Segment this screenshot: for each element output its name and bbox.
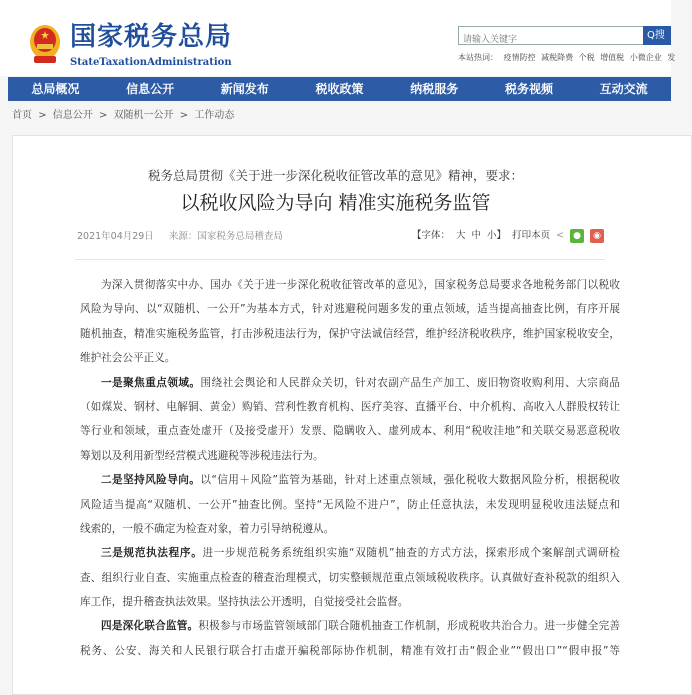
- paragraph-lead: 二是坚持风险导向。: [101, 474, 201, 487]
- font-medium-button[interactable]: 中: [471, 230, 482, 241]
- paragraph-line: [80, 423, 620, 447]
- font-large-button[interactable]: 大: [456, 230, 466, 241]
- line-text: 风险适当提高“双随机、一公开”抽查比例。坚持“无风险不进户”，防止任意执法，未发现明显税收违法疑点和: [80, 498, 620, 511]
- hot-label: 本站热词：: [458, 53, 498, 62]
- breadcrumb-item[interactable]: 工作动态: [194, 110, 235, 121]
- paragraph-line: [80, 521, 620, 545]
- line-text: 为深入贯彻落实中办、国办《关于进一步深化税收征管改革的意见》，国家税务总局要求各地税务部门以税收: [101, 279, 620, 291]
- line-text: 积极参与市场监管领域部门联合随机抽查工作机制，形成税收共治合力。进一步健全完善: [198, 620, 621, 633]
- font-size-label: 【字体：: [412, 230, 451, 241]
- paragraph-line: [80, 545, 620, 569]
- paragraph-line: [80, 350, 620, 374]
- print-button[interactable]: 打印本页: [512, 230, 551, 241]
- paragraph-line: [80, 326, 620, 350]
- paragraph-line: [80, 399, 620, 423]
- article-tools: [412, 229, 604, 243]
- search-button[interactable]: Q搜: [643, 26, 671, 45]
- paragraph-line: [80, 448, 620, 472]
- article-title: 以税收风险为导向 精准实施税务监管: [180, 192, 491, 214]
- share-icon[interactable]: <: [556, 230, 565, 241]
- logo-english: StateTaxationAdministration: [70, 57, 232, 68]
- national-emblem-icon: [28, 22, 62, 66]
- line-text: 随机抽查，精准实施税务监管，打击涉税违法行为，保护守法诚信经营，维护经济税收秩序，维护国家税收安全，: [80, 327, 620, 340]
- line-text: 税务、公安、海关和人民银行联合打击虚开骗税部际协作机制，精准有效打击“假企业”“假出口”“假申报”等: [80, 644, 620, 657]
- paragraph-lead: 四是深化联合监管。: [101, 620, 199, 633]
- line-text: 风险为导向、以“双随机、一公开”为基本方式，针对逃避税问题多发的重点领域，适当提高抽查比例，有序开展: [80, 303, 620, 316]
- hot-word[interactable]: 发: [667, 53, 676, 62]
- breadcrumb-separator: >: [179, 110, 189, 121]
- line-text: 查、组织行业自查、实施重点检查的稽查治理模式，切实整顿规范重点领域税收秩序。认真做好查补税款的组织入: [80, 571, 620, 584]
- paragraph-lead: 一是聚焦重点领域。: [101, 376, 201, 389]
- nav-item[interactable]: 总局概况: [31, 82, 80, 96]
- breadcrumb-separator: >: [38, 110, 47, 121]
- article-meta: [77, 230, 295, 244]
- nav-item[interactable]: 新闻发布: [220, 82, 269, 96]
- site-header: [0, 0, 676, 76]
- breadcrumb-item[interactable]: 双随机一公开: [113, 110, 174, 121]
- line-text: 维护社会公平正义。: [80, 352, 176, 365]
- hot-words: [458, 52, 678, 64]
- paragraph-line: [80, 643, 620, 667]
- line-text: 围绕社会舆论和人民群众关切，针对农副产品生产加工、废旧物资收购利用、大宗商品: [200, 376, 621, 389]
- hot-word[interactable]: 个税: [578, 53, 595, 62]
- search-box: [458, 26, 671, 45]
- nav-item[interactable]: 互动交流: [599, 82, 648, 96]
- hot-word[interactable]: 增值税: [600, 53, 625, 62]
- line-text: （如煤炭、钢材、电解铜、黄金）购销、营利性教育机构、医疗美容、直播平台、中介机构、高收入人群股权转让: [80, 400, 620, 413]
- article-date: 2021年04月29日: [77, 231, 154, 242]
- paragraph-line: [80, 570, 620, 594]
- breadcrumb-item[interactable]: 信息公开: [52, 110, 93, 121]
- paragraph-line: [80, 497, 620, 521]
- weibo-icon[interactable]: ◉: [590, 229, 604, 243]
- font-small-button[interactable]: 小】: [487, 230, 507, 241]
- paragraph-lead: 三是规范执法程序。: [101, 547, 203, 560]
- breadcrumb-home[interactable]: 首页: [12, 110, 32, 121]
- divider: [75, 259, 605, 260]
- wechat-icon[interactable]: ●: [570, 229, 584, 243]
- breadcrumb: [12, 109, 237, 123]
- hot-word[interactable]: 减税降费: [541, 53, 574, 62]
- nav-item[interactable]: 信息公开: [126, 82, 175, 96]
- paragraph-line: [80, 301, 620, 325]
- paragraph-line: [80, 472, 620, 496]
- article-source: 来源：国家税务总局稽查局: [168, 231, 283, 242]
- line-text: 线索的，一般不确定为检查对象，着力引导纳税遵从。: [80, 522, 335, 535]
- logo-text[interactable]: 国家税务总局: [70, 22, 233, 52]
- nav-item[interactable]: 税务视频: [504, 82, 553, 96]
- paragraph-line: [80, 375, 620, 399]
- line-text: 以“信用＋风险”监管为基础，针对上述重点领域，强化税收大数据风险分析，根据税收: [200, 474, 620, 487]
- main-nav: [8, 77, 671, 101]
- article-body: [80, 277, 620, 667]
- paragraph-line: [80, 618, 620, 642]
- paragraph-line: [80, 594, 620, 618]
- line-text: 库工作，提升稽查执法效果。坚持执法公开透明，自觉接受社会监督。: [80, 596, 409, 609]
- hot-word[interactable]: 疫情防控: [503, 53, 536, 62]
- nav-item[interactable]: 税收政策: [315, 82, 364, 96]
- paragraph-line: [80, 277, 620, 301]
- line-text: 进一步规范税务系统组织实施“双随机”抽查的方式方法，探索形成个案解剖式调研检: [202, 547, 620, 560]
- search-input[interactable]: [459, 32, 634, 49]
- line-text: 等行业和领域，重点查处虚开（及接受虚开）发票、隐瞒收入、虚列成本、利用“税收洼地”和关联交易恶意税收: [80, 425, 620, 438]
- breadcrumb-separator: >: [98, 110, 108, 121]
- line-text: 筹划以及利用新型经营模式逃避税等涉税违法行为。: [80, 449, 324, 462]
- nav-item[interactable]: 纳税服务: [410, 82, 459, 96]
- article-subtitle: 税务总局贯彻《关于进一步深化税收征管改革的意见》精神，要求：: [147, 168, 523, 183]
- hot-word[interactable]: 小微企业: [629, 53, 662, 62]
